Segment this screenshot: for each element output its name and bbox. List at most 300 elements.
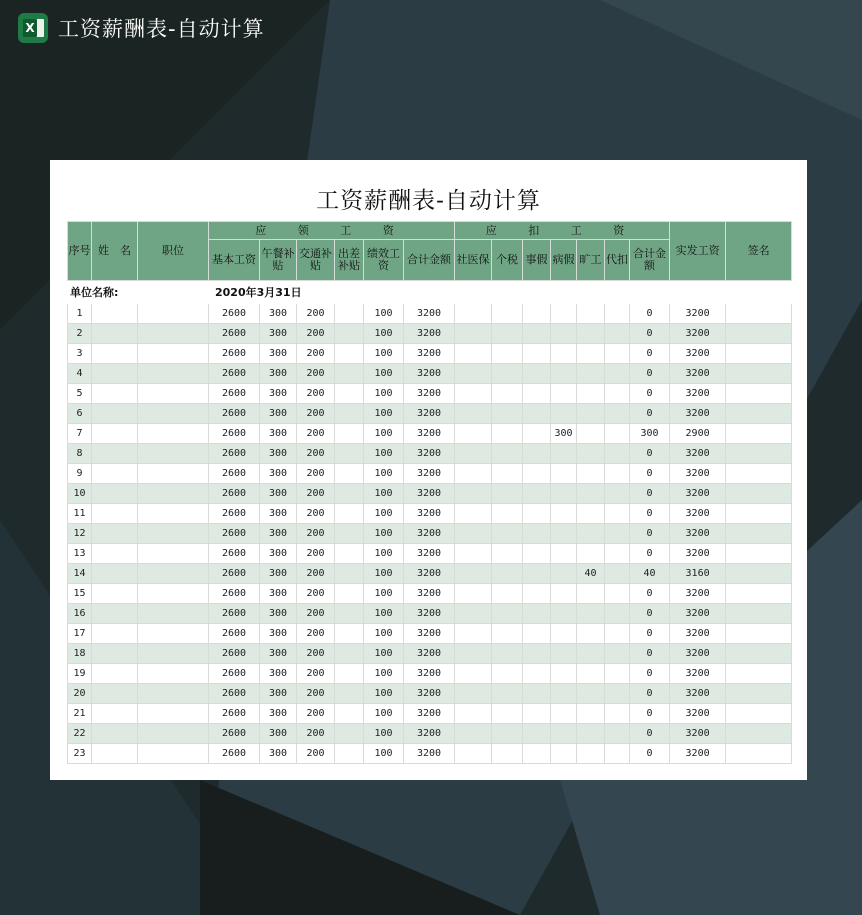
cell-transport[interactable]: 200 — [297, 444, 335, 464]
cell-personal[interactable] — [523, 524, 551, 544]
cell-sign[interactable] — [726, 344, 792, 364]
cell-position[interactable] — [138, 524, 209, 544]
cell-net[interactable]: 3200 — [670, 524, 726, 544]
cell-transport[interactable]: 200 — [297, 584, 335, 604]
cell-sign[interactable] — [726, 564, 792, 584]
cell-position[interactable] — [138, 484, 209, 504]
cell-net[interactable]: 3200 — [670, 364, 726, 384]
cell-sick[interactable] — [551, 384, 577, 404]
cell-withhold[interactable] — [605, 404, 630, 424]
cell-withhold[interactable] — [605, 304, 630, 324]
cell-name[interactable] — [92, 524, 138, 544]
cell-base[interactable]: 2600 — [209, 504, 260, 524]
cell-personal[interactable] — [523, 344, 551, 364]
cell-no[interactable]: 20 — [68, 684, 92, 704]
cell-withhold[interactable] — [605, 704, 630, 724]
cell-withhold[interactable] — [605, 504, 630, 524]
cell-name[interactable] — [92, 324, 138, 344]
cell-base[interactable]: 2600 — [209, 604, 260, 624]
cell-name[interactable] — [92, 724, 138, 744]
cell-transport[interactable]: 200 — [297, 544, 335, 564]
cell-personal[interactable] — [523, 444, 551, 464]
cell-lunch[interactable]: 300 — [260, 664, 297, 684]
cell-ded-total[interactable]: 0 — [630, 364, 670, 384]
cell-sick[interactable] — [551, 404, 577, 424]
cell-absent[interactable] — [577, 544, 605, 564]
cell-lunch[interactable]: 300 — [260, 404, 297, 424]
cell-position[interactable] — [138, 544, 209, 564]
cell-gross[interactable]: 3200 — [404, 604, 455, 624]
cell-base[interactable]: 2600 — [209, 484, 260, 504]
cell-position[interactable] — [138, 444, 209, 464]
cell-tax[interactable] — [492, 504, 523, 524]
cell-gross[interactable]: 3200 — [404, 404, 455, 424]
cell-ded-total[interactable]: 0 — [630, 624, 670, 644]
cell-net[interactable]: 3200 — [670, 464, 726, 484]
cell-insurance[interactable] — [455, 484, 492, 504]
cell-base[interactable]: 2600 — [209, 584, 260, 604]
cell-gross[interactable]: 3200 — [404, 304, 455, 324]
cell-name[interactable] — [92, 504, 138, 524]
cell-no[interactable]: 18 — [68, 644, 92, 664]
cell-no[interactable]: 23 — [68, 744, 92, 764]
cell-net[interactable]: 3200 — [670, 344, 726, 364]
cell-gross[interactable]: 3200 — [404, 704, 455, 724]
cell-perf[interactable]: 100 — [364, 484, 404, 504]
cell-lunch[interactable]: 300 — [260, 504, 297, 524]
cell-name[interactable] — [92, 484, 138, 504]
cell-personal[interactable] — [523, 724, 551, 744]
cell-absent[interactable] — [577, 484, 605, 504]
cell-insurance[interactable] — [455, 504, 492, 524]
cell-insurance[interactable] — [455, 444, 492, 464]
cell-absent[interactable] — [577, 644, 605, 664]
cell-personal[interactable] — [523, 584, 551, 604]
cell-ded-total[interactable]: 0 — [630, 384, 670, 404]
cell-ded-total[interactable]: 0 — [630, 704, 670, 724]
cell-sick[interactable] — [551, 344, 577, 364]
cell-sign[interactable] — [726, 504, 792, 524]
cell-no[interactable]: 6 — [68, 404, 92, 424]
cell-lunch[interactable]: 300 — [260, 324, 297, 344]
cell-perf[interactable]: 100 — [364, 544, 404, 564]
cell-sign[interactable] — [726, 484, 792, 504]
cell-name[interactable] — [92, 704, 138, 724]
cell-no[interactable]: 8 — [68, 444, 92, 464]
cell-net[interactable]: 3200 — [670, 484, 726, 504]
cell-name[interactable] — [92, 564, 138, 584]
cell-tax[interactable] — [492, 424, 523, 444]
cell-name[interactable] — [92, 304, 138, 324]
cell-tax[interactable] — [492, 604, 523, 624]
cell-personal[interactable] — [523, 684, 551, 704]
cell-trip[interactable] — [335, 304, 364, 324]
cell-sign[interactable] — [726, 684, 792, 704]
cell-position[interactable] — [138, 404, 209, 424]
cell-withhold[interactable] — [605, 424, 630, 444]
cell-net[interactable]: 3160 — [670, 564, 726, 584]
cell-base[interactable]: 2600 — [209, 344, 260, 364]
cell-withhold[interactable] — [605, 584, 630, 604]
cell-perf[interactable]: 100 — [364, 524, 404, 544]
cell-no[interactable]: 10 — [68, 484, 92, 504]
cell-gross[interactable]: 3200 — [404, 564, 455, 584]
cell-insurance[interactable] — [455, 604, 492, 624]
cell-transport[interactable]: 200 — [297, 644, 335, 664]
cell-no[interactable]: 13 — [68, 544, 92, 564]
cell-tax[interactable] — [492, 304, 523, 324]
cell-tax[interactable] — [492, 464, 523, 484]
cell-sick[interactable] — [551, 364, 577, 384]
cell-gross[interactable]: 3200 — [404, 424, 455, 444]
cell-no[interactable]: 4 — [68, 364, 92, 384]
cell-position[interactable] — [138, 344, 209, 364]
cell-trip[interactable] — [335, 524, 364, 544]
cell-withhold[interactable] — [605, 624, 630, 644]
cell-sign[interactable] — [726, 604, 792, 624]
cell-sign[interactable] — [726, 544, 792, 564]
cell-personal[interactable] — [523, 384, 551, 404]
cell-ded-total[interactable]: 0 — [630, 464, 670, 484]
cell-base[interactable]: 2600 — [209, 364, 260, 384]
cell-lunch[interactable]: 300 — [260, 584, 297, 604]
cell-sign[interactable] — [726, 384, 792, 404]
cell-tax[interactable] — [492, 524, 523, 544]
cell-transport[interactable]: 200 — [297, 304, 335, 324]
cell-position[interactable] — [138, 364, 209, 384]
cell-gross[interactable]: 3200 — [404, 524, 455, 544]
cell-no[interactable]: 15 — [68, 584, 92, 604]
cell-absent[interactable] — [577, 444, 605, 464]
cell-name[interactable] — [92, 664, 138, 684]
cell-name[interactable] — [92, 444, 138, 464]
cell-insurance[interactable] — [455, 624, 492, 644]
cell-ded-total[interactable]: 0 — [630, 344, 670, 364]
cell-transport[interactable]: 200 — [297, 344, 335, 364]
cell-base[interactable]: 2600 — [209, 424, 260, 444]
cell-sick[interactable] — [551, 704, 577, 724]
cell-absent[interactable] — [577, 624, 605, 644]
cell-transport[interactable]: 200 — [297, 524, 335, 544]
cell-transport[interactable]: 200 — [297, 664, 335, 684]
cell-perf[interactable]: 100 — [364, 564, 404, 584]
cell-gross[interactable]: 3200 — [404, 664, 455, 684]
cell-withhold[interactable] — [605, 364, 630, 384]
cell-ded-total[interactable]: 0 — [630, 404, 670, 424]
cell-lunch[interactable]: 300 — [260, 444, 297, 464]
cell-sign[interactable] — [726, 744, 792, 764]
cell-ded-total[interactable]: 0 — [630, 524, 670, 544]
cell-gross[interactable]: 3200 — [404, 684, 455, 704]
cell-absent[interactable] — [577, 744, 605, 764]
cell-lunch[interactable]: 300 — [260, 304, 297, 324]
cell-name[interactable] — [92, 424, 138, 444]
cell-perf[interactable]: 100 — [364, 384, 404, 404]
cell-personal[interactable] — [523, 364, 551, 384]
cell-absent[interactable] — [577, 664, 605, 684]
cell-personal[interactable] — [523, 564, 551, 584]
cell-ded-total[interactable]: 0 — [630, 484, 670, 504]
cell-absent[interactable] — [577, 524, 605, 544]
cell-sign[interactable] — [726, 524, 792, 544]
cell-sick[interactable] — [551, 524, 577, 544]
cell-tax[interactable] — [492, 644, 523, 664]
cell-sign[interactable] — [726, 644, 792, 664]
cell-trip[interactable] — [335, 564, 364, 584]
cell-trip[interactable] — [335, 384, 364, 404]
cell-sick[interactable] — [551, 724, 577, 744]
cell-absent[interactable] — [577, 604, 605, 624]
cell-transport[interactable]: 200 — [297, 744, 335, 764]
cell-lunch[interactable]: 300 — [260, 564, 297, 584]
cell-position[interactable] — [138, 644, 209, 664]
cell-base[interactable]: 2600 — [209, 524, 260, 544]
cell-base[interactable]: 2600 — [209, 624, 260, 644]
cell-no[interactable]: 3 — [68, 344, 92, 364]
cell-sick[interactable] — [551, 444, 577, 464]
cell-perf[interactable]: 100 — [364, 364, 404, 384]
cell-no[interactable]: 9 — [68, 464, 92, 484]
cell-personal[interactable] — [523, 464, 551, 484]
cell-tax[interactable] — [492, 584, 523, 604]
cell-personal[interactable] — [523, 424, 551, 444]
cell-absent[interactable] — [577, 504, 605, 524]
cell-sick[interactable] — [551, 684, 577, 704]
cell-perf[interactable]: 100 — [364, 704, 404, 724]
cell-ded-total[interactable]: 0 — [630, 664, 670, 684]
cell-lunch[interactable]: 300 — [260, 624, 297, 644]
cell-tax[interactable] — [492, 324, 523, 344]
cell-perf[interactable]: 100 — [364, 324, 404, 344]
cell-transport[interactable]: 200 — [297, 684, 335, 704]
cell-gross[interactable]: 3200 — [404, 484, 455, 504]
cell-withhold[interactable] — [605, 484, 630, 504]
cell-base[interactable]: 2600 — [209, 684, 260, 704]
cell-position[interactable] — [138, 664, 209, 684]
cell-position[interactable] — [138, 704, 209, 724]
cell-ded-total[interactable]: 0 — [630, 584, 670, 604]
cell-trip[interactable] — [335, 504, 364, 524]
cell-sign[interactable] — [726, 364, 792, 384]
cell-sick[interactable] — [551, 744, 577, 764]
cell-sick[interactable] — [551, 584, 577, 604]
cell-withhold[interactable] — [605, 724, 630, 744]
cell-perf[interactable]: 100 — [364, 304, 404, 324]
cell-ded-total[interactable]: 0 — [630, 324, 670, 344]
cell-perf[interactable]: 100 — [364, 724, 404, 744]
cell-absent[interactable] — [577, 344, 605, 364]
cell-absent[interactable] — [577, 464, 605, 484]
cell-insurance[interactable] — [455, 544, 492, 564]
cell-ded-total[interactable]: 0 — [630, 444, 670, 464]
cell-perf[interactable]: 100 — [364, 684, 404, 704]
cell-name[interactable] — [92, 464, 138, 484]
cell-trip[interactable] — [335, 444, 364, 464]
cell-no[interactable]: 12 — [68, 524, 92, 544]
cell-personal[interactable] — [523, 744, 551, 764]
cell-tax[interactable] — [492, 744, 523, 764]
cell-position[interactable] — [138, 744, 209, 764]
cell-transport[interactable]: 200 — [297, 464, 335, 484]
cell-withhold[interactable] — [605, 444, 630, 464]
cell-position[interactable] — [138, 384, 209, 404]
cell-lunch[interactable]: 300 — [260, 704, 297, 724]
cell-insurance[interactable] — [455, 684, 492, 704]
cell-ded-total[interactable]: 40 — [630, 564, 670, 584]
cell-tax[interactable] — [492, 704, 523, 724]
cell-perf[interactable]: 100 — [364, 464, 404, 484]
cell-perf[interactable]: 100 — [364, 444, 404, 464]
cell-withhold[interactable] — [605, 564, 630, 584]
cell-trip[interactable] — [335, 344, 364, 364]
cell-insurance[interactable] — [455, 324, 492, 344]
cell-net[interactable]: 3200 — [670, 664, 726, 684]
cell-base[interactable]: 2600 — [209, 464, 260, 484]
cell-sick[interactable] — [551, 504, 577, 524]
cell-no[interactable]: 11 — [68, 504, 92, 524]
cell-perf[interactable]: 100 — [364, 744, 404, 764]
cell-tax[interactable] — [492, 664, 523, 684]
cell-lunch[interactable]: 300 — [260, 744, 297, 764]
cell-sick[interactable] — [551, 324, 577, 344]
cell-sign[interactable] — [726, 324, 792, 344]
cell-absent[interactable]: 40 — [577, 564, 605, 584]
cell-net[interactable]: 3200 — [670, 444, 726, 464]
cell-sign[interactable] — [726, 404, 792, 424]
cell-perf[interactable]: 100 — [364, 664, 404, 684]
cell-sick[interactable] — [551, 664, 577, 684]
cell-ded-total[interactable]: 0 — [630, 684, 670, 704]
cell-transport[interactable]: 200 — [297, 364, 335, 384]
cell-insurance[interactable] — [455, 584, 492, 604]
cell-no[interactable]: 1 — [68, 304, 92, 324]
cell-perf[interactable]: 100 — [364, 644, 404, 664]
cell-position[interactable] — [138, 684, 209, 704]
excel-icon[interactable]: X — [18, 13, 48, 43]
cell-net[interactable]: 3200 — [670, 584, 726, 604]
cell-personal[interactable] — [523, 644, 551, 664]
cell-gross[interactable]: 3200 — [404, 324, 455, 344]
cell-base[interactable]: 2600 — [209, 324, 260, 344]
cell-absent[interactable] — [577, 364, 605, 384]
cell-name[interactable] — [92, 604, 138, 624]
cell-perf[interactable]: 100 — [364, 504, 404, 524]
cell-lunch[interactable]: 300 — [260, 424, 297, 444]
cell-ded-total[interactable]: 300 — [630, 424, 670, 444]
cell-absent[interactable] — [577, 404, 605, 424]
cell-lunch[interactable]: 300 — [260, 724, 297, 744]
cell-absent[interactable] — [577, 304, 605, 324]
cell-gross[interactable]: 3200 — [404, 364, 455, 384]
cell-tax[interactable] — [492, 724, 523, 744]
cell-lunch[interactable]: 300 — [260, 484, 297, 504]
cell-net[interactable]: 3200 — [670, 724, 726, 744]
cell-no[interactable]: 5 — [68, 384, 92, 404]
cell-name[interactable] — [92, 364, 138, 384]
cell-gross[interactable]: 3200 — [404, 584, 455, 604]
cell-trip[interactable] — [335, 364, 364, 384]
cell-insurance[interactable] — [455, 364, 492, 384]
cell-insurance[interactable] — [455, 744, 492, 764]
cell-no[interactable]: 14 — [68, 564, 92, 584]
cell-ded-total[interactable]: 0 — [630, 644, 670, 664]
cell-base[interactable]: 2600 — [209, 384, 260, 404]
cell-personal[interactable] — [523, 404, 551, 424]
cell-tax[interactable] — [492, 384, 523, 404]
cell-withhold[interactable] — [605, 324, 630, 344]
cell-ded-total[interactable]: 0 — [630, 544, 670, 564]
cell-personal[interactable] — [523, 624, 551, 644]
cell-name[interactable] — [92, 404, 138, 424]
cell-transport[interactable]: 200 — [297, 564, 335, 584]
cell-ded-total[interactable]: 0 — [630, 304, 670, 324]
cell-base[interactable]: 2600 — [209, 564, 260, 584]
cell-tax[interactable] — [492, 564, 523, 584]
cell-withhold[interactable] — [605, 544, 630, 564]
cell-transport[interactable]: 200 — [297, 604, 335, 624]
cell-gross[interactable]: 3200 — [404, 464, 455, 484]
cell-net[interactable]: 3200 — [670, 684, 726, 704]
cell-withhold[interactable] — [605, 604, 630, 624]
cell-insurance[interactable] — [455, 724, 492, 744]
cell-withhold[interactable] — [605, 344, 630, 364]
cell-position[interactable] — [138, 624, 209, 644]
cell-tax[interactable] — [492, 544, 523, 564]
cell-gross[interactable]: 3200 — [404, 504, 455, 524]
cell-withhold[interactable] — [605, 384, 630, 404]
cell-gross[interactable]: 3200 — [404, 744, 455, 764]
cell-base[interactable]: 2600 — [209, 704, 260, 724]
cell-absent[interactable] — [577, 704, 605, 724]
cell-sick[interactable] — [551, 564, 577, 584]
cell-personal[interactable] — [523, 484, 551, 504]
cell-absent[interactable] — [577, 684, 605, 704]
cell-transport[interactable]: 200 — [297, 384, 335, 404]
cell-base[interactable]: 2600 — [209, 724, 260, 744]
cell-no[interactable]: 2 — [68, 324, 92, 344]
cell-ded-total[interactable]: 0 — [630, 504, 670, 524]
cell-insurance[interactable] — [455, 344, 492, 364]
cell-insurance[interactable] — [455, 424, 492, 444]
cell-trip[interactable] — [335, 684, 364, 704]
cell-insurance[interactable] — [455, 704, 492, 724]
cell-no[interactable]: 17 — [68, 624, 92, 644]
cell-insurance[interactable] — [455, 564, 492, 584]
cell-personal[interactable] — [523, 604, 551, 624]
cell-trip[interactable] — [335, 404, 364, 424]
cell-sick[interactable] — [551, 644, 577, 664]
cell-insurance[interactable] — [455, 464, 492, 484]
cell-lunch[interactable]: 300 — [260, 344, 297, 364]
cell-trip[interactable] — [335, 424, 364, 444]
cell-ded-total[interactable]: 0 — [630, 724, 670, 744]
cell-tax[interactable] — [492, 404, 523, 424]
cell-lunch[interactable]: 300 — [260, 644, 297, 664]
cell-sign[interactable] — [726, 724, 792, 744]
cell-withhold[interactable] — [605, 464, 630, 484]
cell-tax[interactable] — [492, 444, 523, 464]
cell-sign[interactable] — [726, 704, 792, 724]
cell-gross[interactable]: 3200 — [404, 444, 455, 464]
cell-perf[interactable]: 100 — [364, 404, 404, 424]
cell-position[interactable] — [138, 464, 209, 484]
cell-sign[interactable] — [726, 464, 792, 484]
cell-sick[interactable] — [551, 304, 577, 324]
cell-personal[interactable] — [523, 544, 551, 564]
cell-position[interactable] — [138, 324, 209, 344]
cell-transport[interactable]: 200 — [297, 624, 335, 644]
cell-ded-total[interactable]: 0 — [630, 604, 670, 624]
